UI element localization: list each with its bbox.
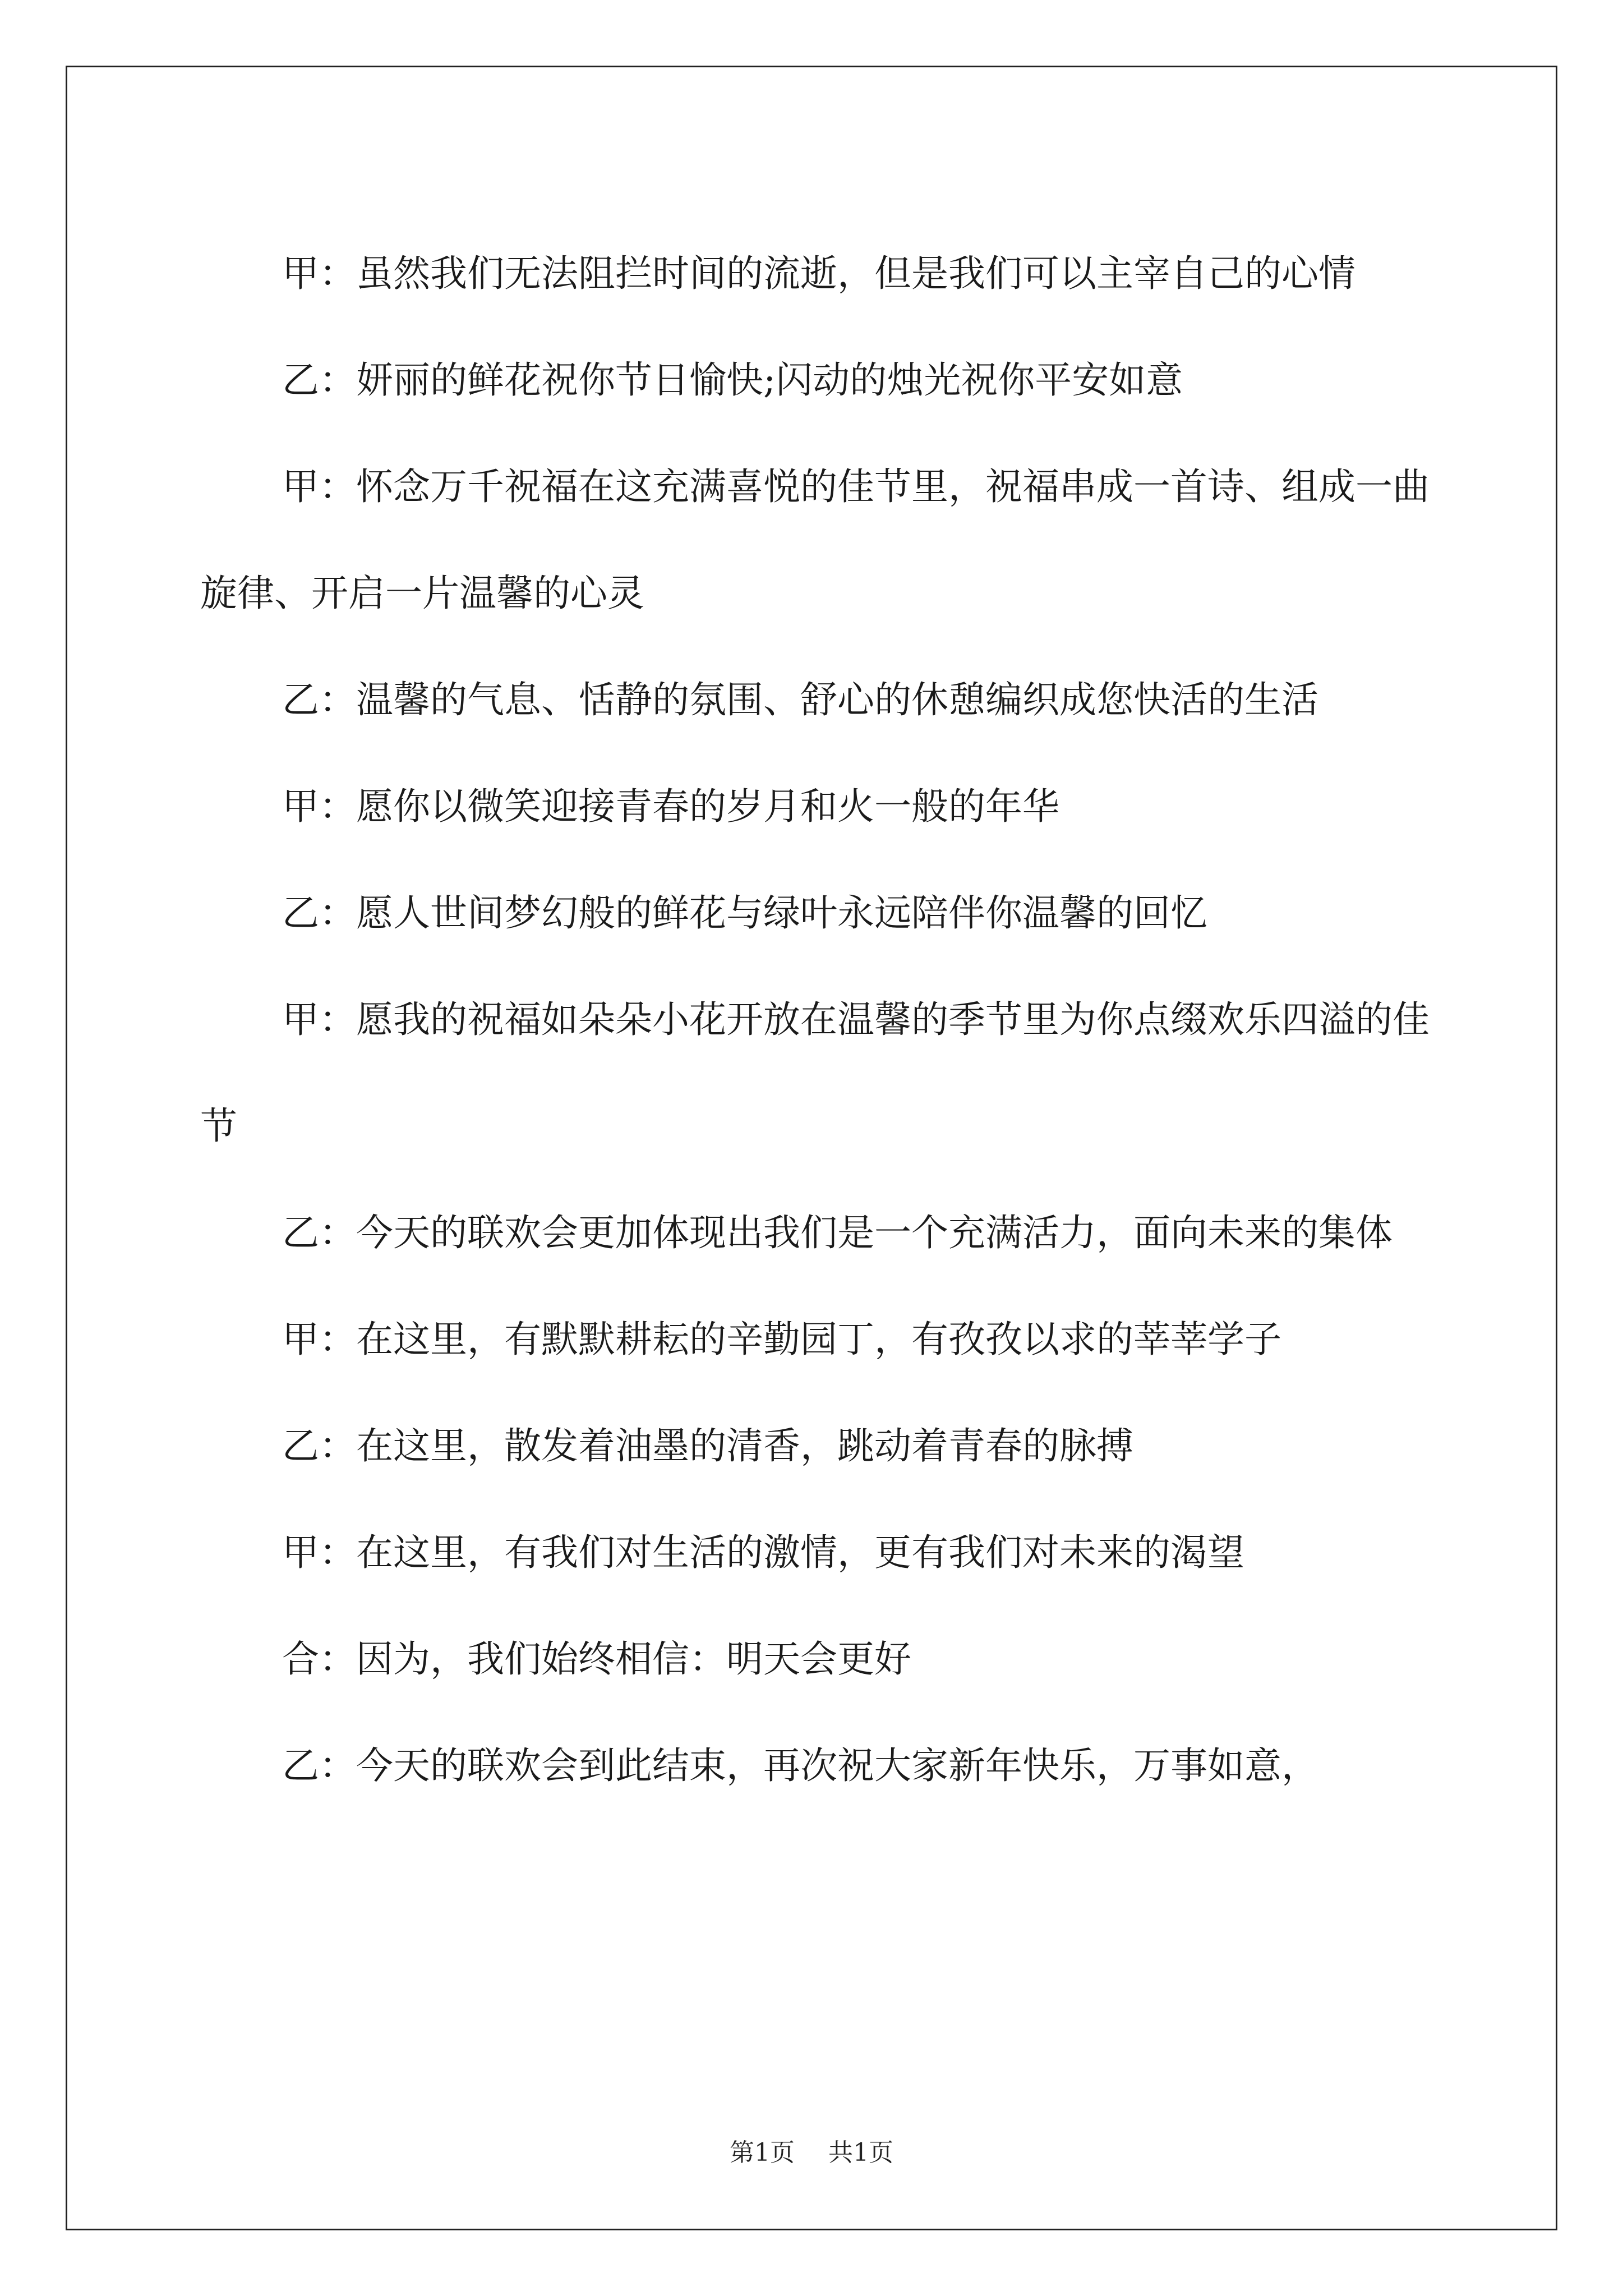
dialogue-paragraph: 甲：愿你以微笑迎接青春的岁月和火一般的年华 bbox=[282, 785, 1059, 828]
dialogue-paragraph: 乙：今天的联欢会到此结束，再次祝大家新年快乐，万事如意， bbox=[282, 1744, 1318, 1787]
page-footer bbox=[0, 2136, 1623, 2170]
dialogue-paragraph: 乙：妍丽的鲜花祝你节日愉快;闪动的烛光祝你平安如意 bbox=[282, 358, 1183, 402]
dialogue-paragraph: 合：因为，我们始终相信：明天会更好 bbox=[282, 1637, 911, 1681]
dialogue-paragraph: 乙：在这里，散发着油墨的清香，跳动着青春的脉搏 bbox=[282, 1424, 1133, 1467]
page-number: 第1页 bbox=[730, 2138, 795, 2167]
dialogue-paragraph: 甲：在这里，有我们对生活的激情，更有我们对未来的渴望 bbox=[282, 1531, 1244, 1574]
dialogue-paragraph: 甲：怀念万千祝福在这充满喜悦的佳节里，祝福串成一首诗、组成一曲旋律、开启一片温馨的心灵 bbox=[200, 465, 1430, 615]
dialogue-paragraph: 乙：温馨的气息、恬静的氛围、舒心的休憩编织成您快活的生活 bbox=[282, 678, 1318, 721]
page-total: 共1页 bbox=[828, 2138, 893, 2167]
dialogue-paragraph: 甲：愿我的祝福如朵朵小花开放在温馨的季节里为你点缀欢乐四溢的佳节 bbox=[200, 998, 1430, 1148]
dialogue-paragraph: 甲：在这里，有默默耕耘的辛勤园丁，有孜孜以求的莘莘学子 bbox=[282, 1318, 1281, 1361]
dialogue-paragraph: 乙：愿人世间梦幻般的鲜花与绿叶永远陪伴你温馨的回忆 bbox=[282, 891, 1207, 935]
dialogue-paragraph: 甲：虽然我们无法阻拦时间的流逝，但是我们可以主宰自己的心情 bbox=[282, 252, 1355, 295]
document-body bbox=[200, 220, 1434, 1819]
dialogue-paragraph: 乙：今天的联欢会更加体现出我们是一个充满活力，面向未来的集体 bbox=[282, 1211, 1393, 1254]
